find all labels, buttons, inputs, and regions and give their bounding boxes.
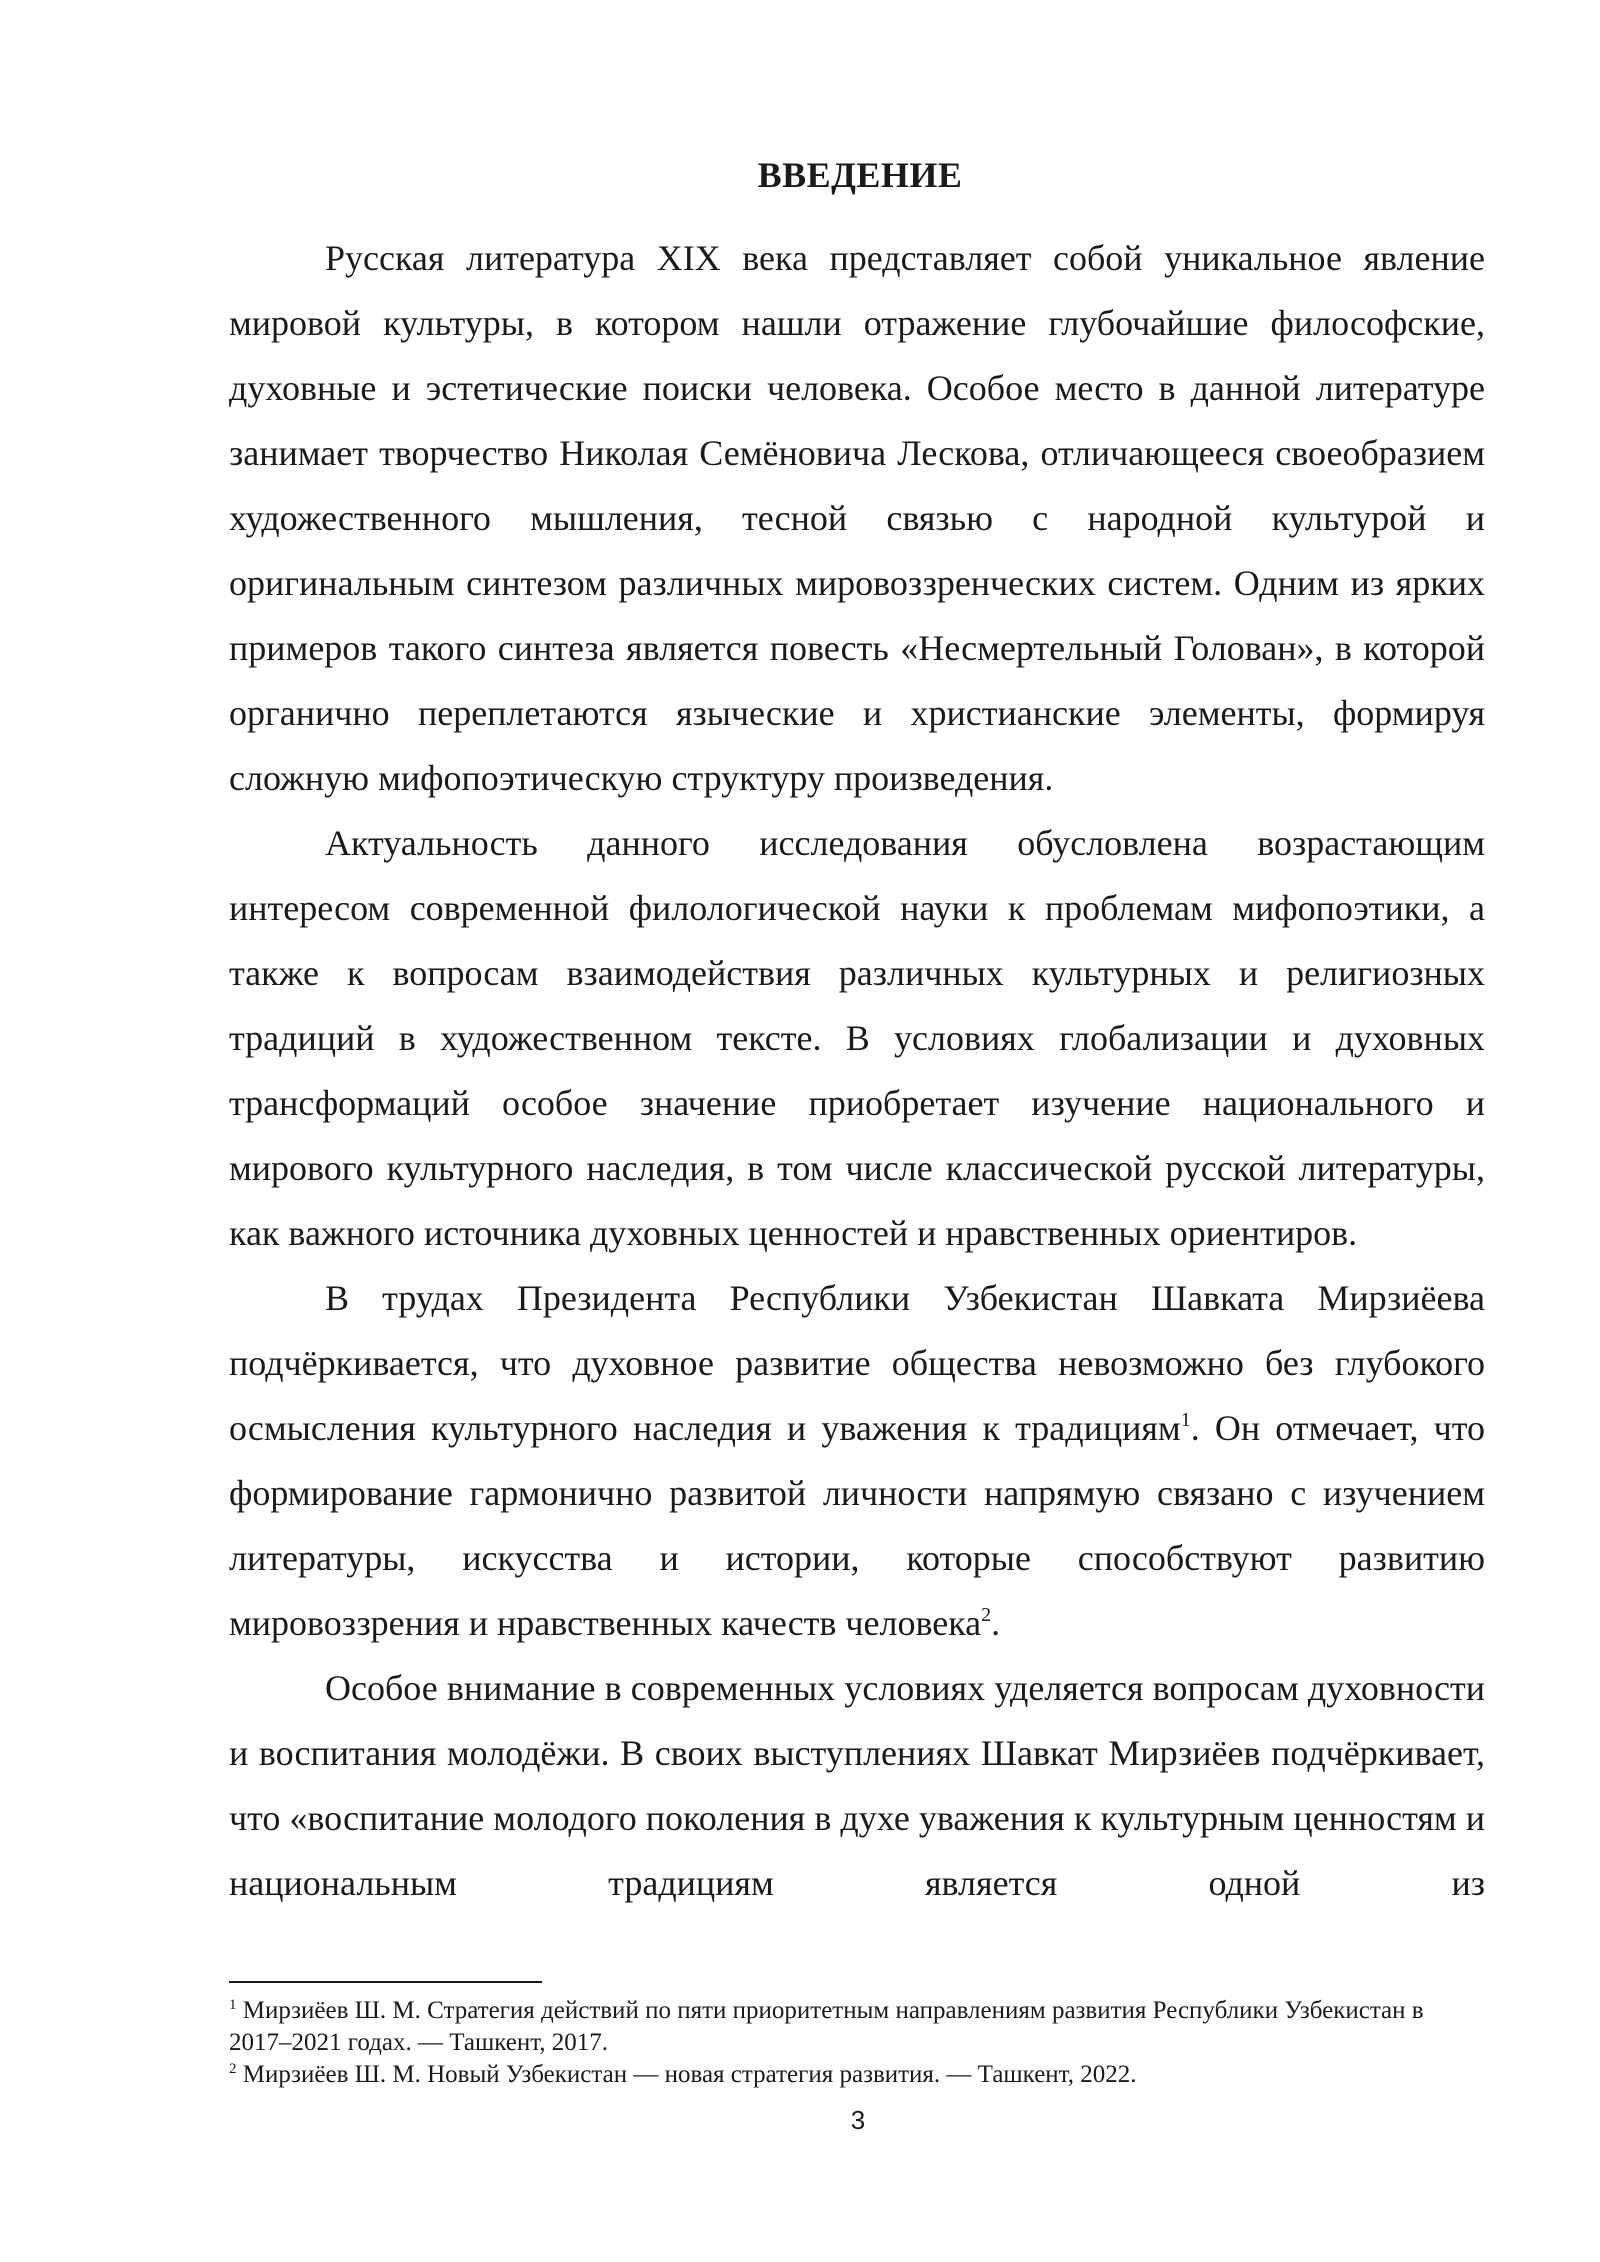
paragraph-intro: Русская литература XIX века представляет собой уникальное явление мировой культуры, в котором нашли отражение глубочайшие философские, духовные и эстетические поиски человека. Особое место в данной литературе занимает творчество Николая Семёновича Лескова, отличающееся своеобразием художественного мышления, тесной связью с народной культурой и оригинальным синтезом различных мировоззренческих систем. Одним из ярких примеров такого синтеза является повесть «Несмертельный Голован», в которой органично переплетаются языческие и христианские элементы, формируя сложную мифопоэтическую структуру произведения. bbox=[229, 238, 1485, 798]
section-heading: ВВЕДЕНИЕ bbox=[757, 155, 963, 195]
paragraph-president-works bbox=[229, 1266, 1485, 1656]
paragraph-text: . bbox=[991, 1603, 1001, 1643]
footnote-text: Мирзиёев Ш. М. Новый Узбекистан — новая стратегия развития. — Ташкент, 2022. bbox=[242, 2061, 1137, 2088]
footnote-reference-2[interactable]: 2 bbox=[981, 1604, 992, 1626]
page-number: 3 bbox=[850, 2105, 866, 2135]
footnote-reference-1[interactable]: 1 bbox=[1180, 1409, 1191, 1431]
footnote-1 bbox=[229, 1995, 1485, 2059]
footnotes bbox=[229, 1995, 1485, 2091]
paragraph-youth: Особое внимание в современных условиях уделяется вопросам духовности и воспитания молодёжи. В своих выступлениях Шавкат Мирзиёев подчёркивает, что «воспитание молодого поколения в духе уважения к культурным ценностям и национальным традициям является одной из bbox=[229, 1668, 1485, 1903]
footnote-mark: 1 bbox=[229, 1997, 237, 2013]
body-text bbox=[229, 226, 1485, 1916]
paragraph-text: . Он отмечает, что формирование гармонично развитой личности напрямую связано с изучением литературы, искусства и истории, которые способствуют развитию мировоззрения и нравственных качеств человека bbox=[229, 1408, 1485, 1643]
footnote-2 bbox=[229, 2059, 1485, 2091]
paragraph-text: В трудах Президента Республики Узбекистан Шавката Мирзиёева подчёркивается, что духовное развитие общества невозможно без глубокого осмысления культурного наследия и уважения к традициям bbox=[229, 1278, 1485, 1448]
footnote-separator bbox=[229, 1981, 542, 1983]
paragraph-relevance: Актуальность данного исследования обусловлена возрастающим интересом современной филологической науки к проблемам мифопоэтики, а также к вопросам взаимодействия различных культурных и религиозных традиций в художественном тексте. В условиях глобализации и духовных трансформаций особое значение приобретает изучение национального и мирового культурного наследия, в том числе классической русской литературы, как важного источника духовных ценностей и нравственных ориентиров. bbox=[229, 823, 1485, 1253]
footnote-mark: 2 bbox=[229, 2061, 237, 2077]
footnote-text: Мирзиёев Ш. М. Стратегия действий по пяти приоритетным направлениям развития Республики Узбекистан в 2017–2021 годах. — Ташкент, 2017. bbox=[229, 1997, 1424, 2056]
